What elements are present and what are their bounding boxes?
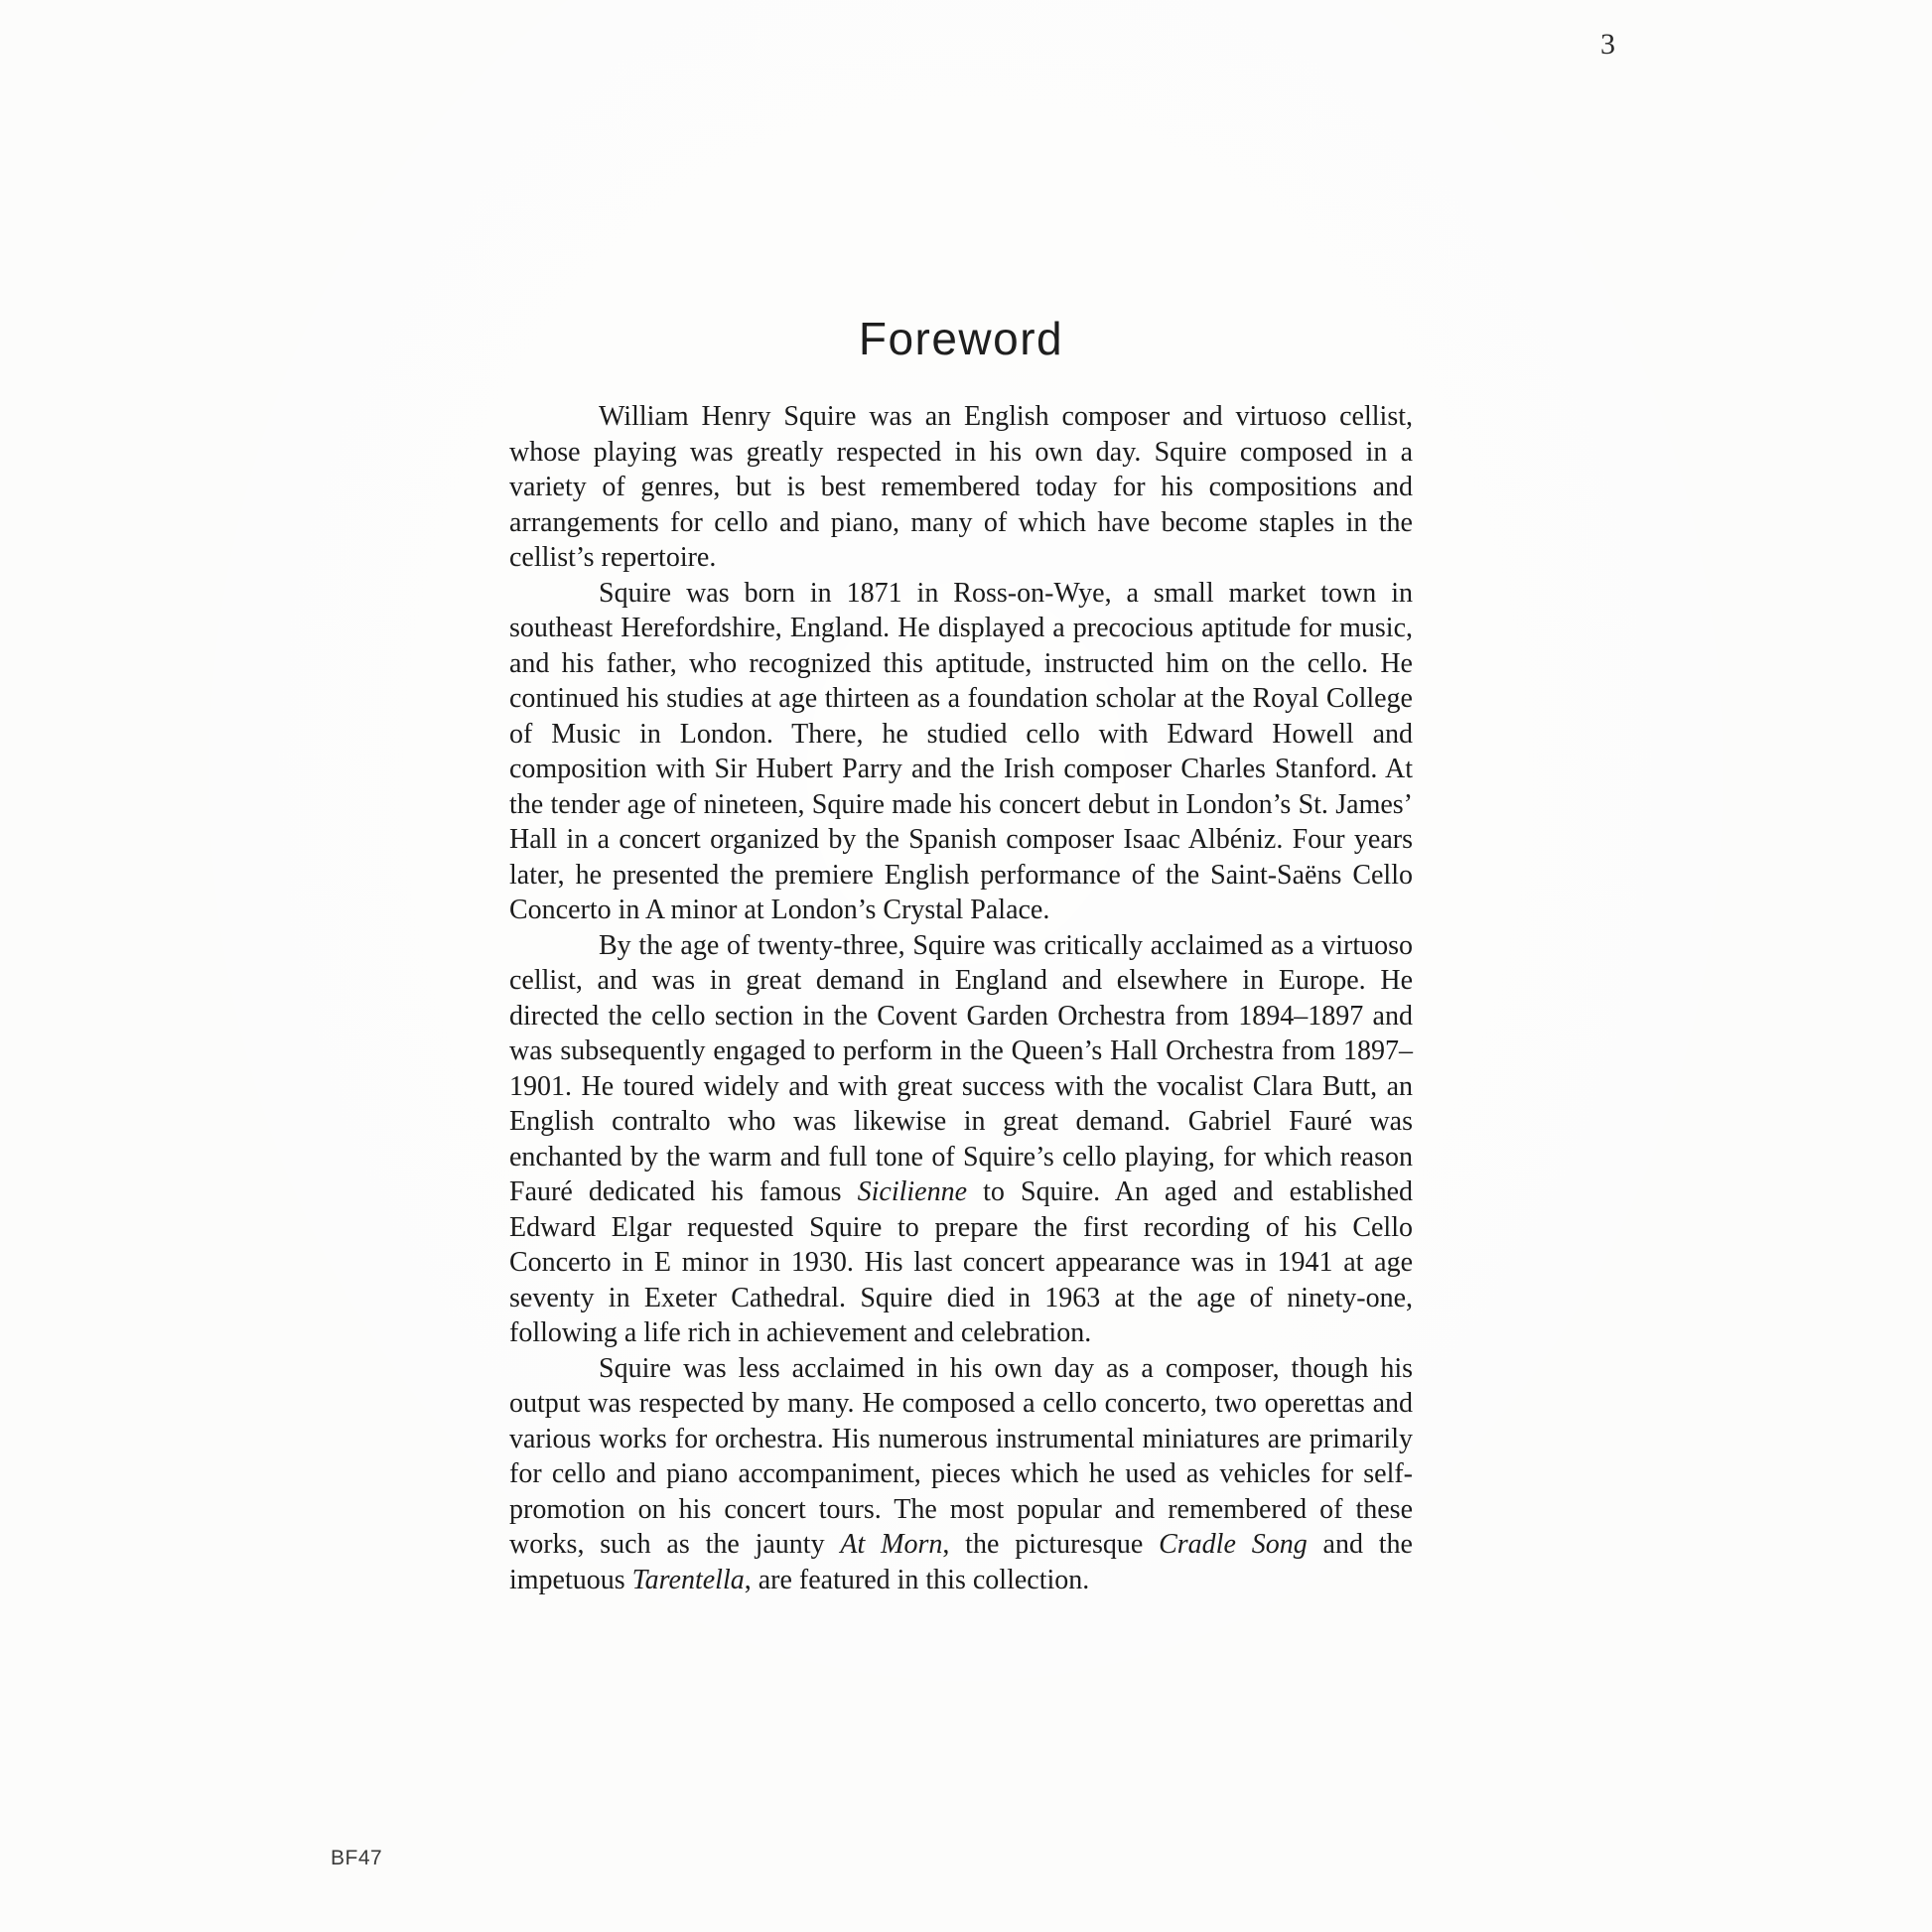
foreword-content — [509, 312, 1413, 1597]
paragraph-text: and the impetuous — [509, 1529, 1413, 1595]
foreword-paragraph — [509, 1351, 1413, 1598]
paragraph-text: William Henry Squire was an English composer and virtuoso cellist, whose playing was greatly respected in his own day. Squire composed in a variety of genres, but is best remembered today for his compositions and arrangements for cello and piano, many of which have become staples in the cellist’s repertoire. — [509, 401, 1413, 573]
foreword-title: Foreword — [858, 313, 1064, 364]
italic-work-title: At Morn — [840, 1529, 943, 1560]
italic-work-title: Cradle Song — [1159, 1529, 1308, 1560]
page-number: 3 — [1600, 28, 1615, 61]
paragraph-text: to Squire. An aged and established Edward Elgar requested Squire to prepare the first recording of his Cello Concerto in E minor in 1930. His last concert appearance was in 1941 at age seventy in Exeter Cathedral. Squire died in 1963 at the age of ninety-one, following a life rich in achievement and celebration. — [509, 1176, 1413, 1348]
italic-work-title: Tarentella — [631, 1564, 745, 1595]
foreword-paragraph — [509, 576, 1413, 928]
foreword-paragraphs — [509, 399, 1413, 1597]
paragraph-text: Squire was less acclaimed in his own day as a composer, though his output was respected by many. He composed a cello concerto, two operettas and various works for orchestra. His numerous instrumental miniatures are primarily for cello and piano accompaniment, pieces which he used as vehicles for self-promotion on his concert tours. The most popular and remembered of these works, such as the jaunty — [509, 1352, 1413, 1560]
foreword-paragraph — [509, 928, 1413, 1351]
foreword-paragraph — [509, 399, 1413, 576]
paragraph-text: Squire was born in 1871 in Ross-on-Wye, a small market town in southeast Herefordshire, England. He displayed a precocious aptitude for music, and his father, who recognized this aptitude, instructed him on the cello. He continued his studies at age thirteen as a foundation scholar at the Royal College of Music in London. There, he studied cello with Edward Howell and composition with Sir Hubert Parry and the Irish composer Charles Stanford. At the tender age of nineteen, Squire made his concert debut in London’s St. James’ Hall in a concert organized by the Spanish composer Isaac Albéniz. Four years later, he presented the premiere English performance of the Saint-Saëns Cello Concerto in A minor at London’s Crystal Palace. — [509, 577, 1413, 925]
paragraph-text: , are featured in this collection. — [744, 1564, 1090, 1595]
paragraph-text: , the picturesque — [942, 1529, 1160, 1560]
plate-number: BF47 — [331, 1847, 383, 1869]
italic-work-title: Sicilienne — [857, 1176, 968, 1207]
paragraph-text: By the age of twenty-three, Squire was critically acclaimed as a virtuoso cellist, and was in great demand in England and elsewhere in Europe. He directed the cello section in the Covent Garden Orchestra from 1894–1897 and was subsequently engaged to perform in the Queen’s Hall Orchestra from 1897–1901. He toured widely and with great success with the vocalist Clara Butt, an English contralto who was likewise in great demand. Gabriel Fauré was enchanted by the warm and full tone of Squire’s cello playing, for which reason Fauré dedicated his famous — [509, 929, 1413, 1207]
